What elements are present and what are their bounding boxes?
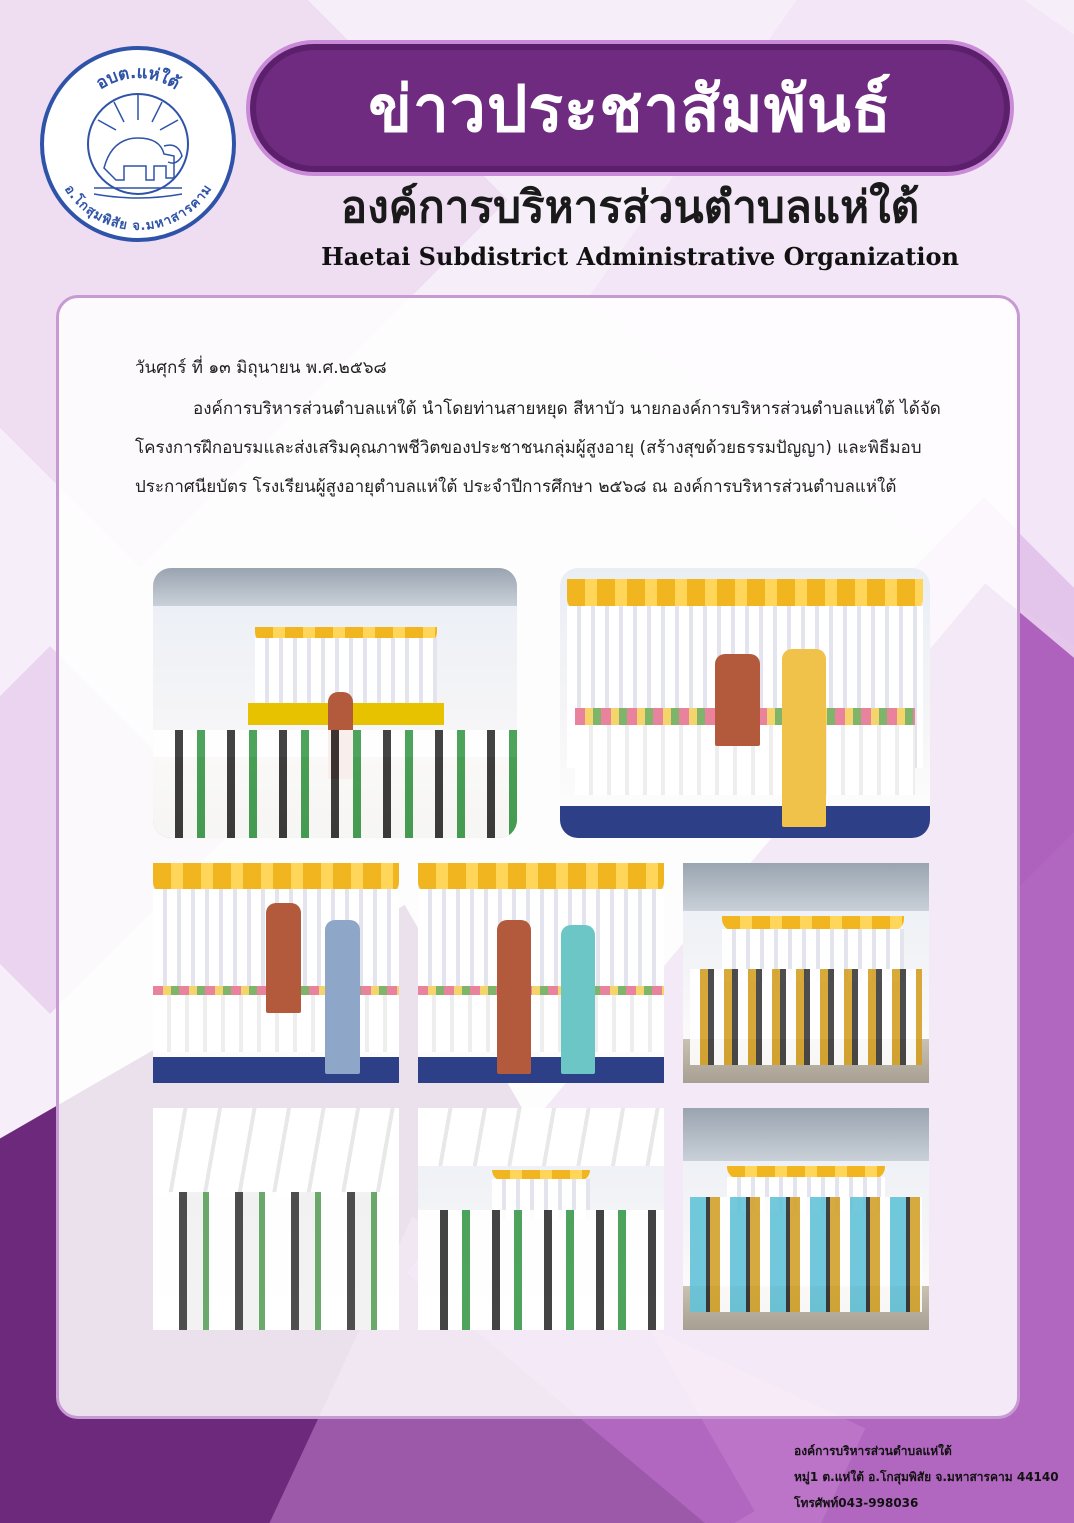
event-photo-7 [418,1108,664,1330]
news-card [56,295,1020,1419]
organization-logo [40,46,236,242]
svg-text:อ.โกสุมพิสัย จ.มหาสารคาม [61,182,215,234]
event-photo-4 [418,863,664,1083]
article-date: วันศุกร์ ที่ ๑๓ มิถุนายน พ.ศ.๒๕๖๘ [135,358,387,378]
event-photo-6 [153,1108,399,1330]
seal-emblem-icon [44,50,232,238]
footer-org-name: องค์การบริหารส่วนตำบลแห่ใต้ [794,1444,952,1458]
footer-address: หมู่1 ต.แห่ใต้ อ.โกสุมพิสัย จ.มหาสารคาม 44140 [794,1470,1059,1484]
org-name-english: Haetai Subdistrict Administrative Organization [321,242,959,271]
org-name-thai: องค์การบริหารส่วนตำบลแห่ใต้ [340,182,920,233]
svg-text:อบต.แห่ใต้ [93,63,184,94]
article-body: องค์การบริหารส่วนตำบลแห่ใต้ นำโดยท่านสายหยุด สีหาบัว นายกองค์การบริหารส่วนตำบลแห่ใต้ ได้จัดโครงการฝึกอบรมและส่งเสริมคุณภาพชีวิตของประชาชนกลุ่มผู้สูงอายุ (สร้างสุขด้วยธรรมปัญญา) และพิธีมอบประกาศนียบัตร โรงเรียนผู้สูงอายุตำบลแห่ใต้ ประจำปีการศึกษา ๒๕๖๘ ณ องค์การบริหารส่วนตำบลแห่ใต้ [135,399,941,497]
logo-bottom-text: อ.โกสุมพิสัย จ.มหาสารคาม [61,182,215,235]
event-photo-5 [683,863,929,1083]
header-banner [246,40,1014,176]
footer-contact [794,1438,1059,1516]
event-photo-1 [153,568,517,838]
event-photo-3 [153,863,399,1083]
footer-phone: โทรศัพท์043-998036 [794,1496,919,1510]
banner-title: ข่าวประชาสัมพันธ์ [368,73,892,147]
logo-top-text: อบต.แห่ใต้ [92,62,184,94]
event-photo-2 [560,568,930,838]
event-photo-8 [683,1108,929,1330]
